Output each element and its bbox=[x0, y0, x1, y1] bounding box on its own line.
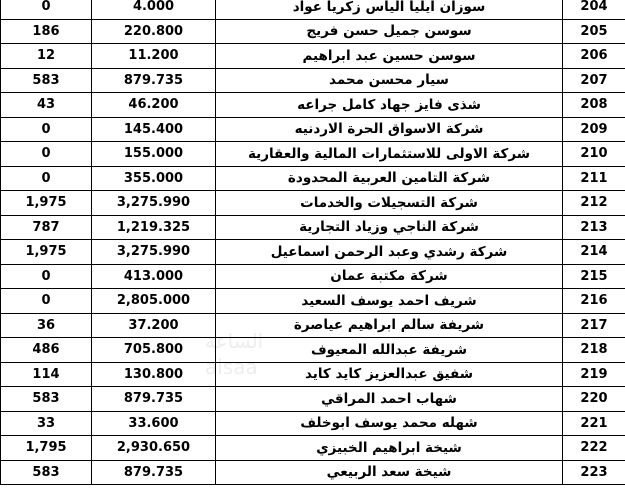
number-cell: 220 bbox=[563, 387, 625, 412]
amount-cell: 879.735 bbox=[92, 460, 216, 485]
amount-cell: 155.000 bbox=[92, 142, 216, 167]
name-cell: شركة الناجي وزياد التجارية bbox=[216, 215, 563, 240]
number-cell: 221 bbox=[563, 411, 625, 436]
number-cell: 218 bbox=[563, 338, 625, 363]
table-row bbox=[1, 436, 625, 461]
amount-cell: 11.200 bbox=[92, 44, 216, 69]
number-cell: 208 bbox=[563, 93, 625, 118]
amount-cell: 220.800 bbox=[92, 19, 216, 44]
number-cell: 209 bbox=[563, 117, 625, 142]
qty-cell: 0 bbox=[1, 117, 92, 142]
table-row bbox=[1, 240, 625, 265]
qty-cell: 1,975 bbox=[1, 240, 92, 265]
amount-cell: 2,930.650 bbox=[92, 436, 216, 461]
name-cell: شيخة ابراهيم الخبيزي bbox=[216, 436, 563, 461]
table-row bbox=[1, 215, 625, 240]
amount-cell: 4.000 bbox=[92, 0, 216, 19]
number-cell: 210 bbox=[563, 142, 625, 167]
name-cell: سيار محسن محمد bbox=[216, 68, 563, 93]
number-cell: 212 bbox=[563, 191, 625, 216]
table-row bbox=[1, 44, 625, 69]
qty-cell: 583 bbox=[1, 460, 92, 485]
amount-cell: 46.200 bbox=[92, 93, 216, 118]
table-row bbox=[1, 362, 625, 387]
number-cell: 219 bbox=[563, 362, 625, 387]
amount-cell: 2,805.000 bbox=[92, 289, 216, 314]
name-cell: سوسن حسين عبد ابراهيم bbox=[216, 44, 563, 69]
number-cell: 222 bbox=[563, 436, 625, 461]
qty-cell: 36 bbox=[1, 313, 92, 338]
amount-cell: 3,275.990 bbox=[92, 240, 216, 265]
table-row bbox=[1, 313, 625, 338]
name-cell: شركة التامين العربية المحدودة bbox=[216, 166, 563, 191]
qty-cell: 186 bbox=[1, 19, 92, 44]
amount-cell: 1,219.325 bbox=[92, 215, 216, 240]
qty-cell: 0 bbox=[1, 264, 92, 289]
name-cell: شركة مكتبة عمان bbox=[216, 264, 563, 289]
table-row bbox=[1, 142, 625, 167]
qty-cell: 12 bbox=[1, 44, 92, 69]
amount-cell: 37.200 bbox=[92, 313, 216, 338]
number-cell: 214 bbox=[563, 240, 625, 265]
qty-cell: 0 bbox=[1, 289, 92, 314]
qty-cell: 486 bbox=[1, 338, 92, 363]
qty-cell: 0 bbox=[1, 142, 92, 167]
amount-cell: 3,275.990 bbox=[92, 191, 216, 216]
name-cell: شركة التسجيلات والخدمات bbox=[216, 191, 563, 216]
number-cell: 213 bbox=[563, 215, 625, 240]
qty-cell: 1,975 bbox=[1, 191, 92, 216]
amount-cell: 879.735 bbox=[92, 68, 216, 93]
qty-cell: 787 bbox=[1, 215, 92, 240]
number-cell: 211 bbox=[563, 166, 625, 191]
amount-cell: 33.600 bbox=[92, 411, 216, 436]
table-row bbox=[1, 19, 625, 44]
name-cell: سوسن جميل حسن فريج bbox=[216, 19, 563, 44]
table-row bbox=[1, 264, 625, 289]
qty-cell: 0 bbox=[1, 0, 92, 19]
qty-cell: 114 bbox=[1, 362, 92, 387]
amount-cell: 130.800 bbox=[92, 362, 216, 387]
table-row bbox=[1, 191, 625, 216]
table-row bbox=[1, 68, 625, 93]
number-cell: 204 bbox=[563, 0, 625, 19]
number-cell: 223 bbox=[563, 460, 625, 485]
amount-cell: 413.000 bbox=[92, 264, 216, 289]
table-row bbox=[1, 338, 625, 363]
number-cell: 207 bbox=[563, 68, 625, 93]
qty-cell: 583 bbox=[1, 68, 92, 93]
name-cell: شهاب احمد المراقي bbox=[216, 387, 563, 412]
qty-cell: 33 bbox=[1, 411, 92, 436]
name-cell: شذى فايز جهاد كامل جراعه bbox=[216, 93, 563, 118]
table-body bbox=[1, 0, 625, 485]
name-cell: شركة رشدي وعبد الرحمن اسماعيل bbox=[216, 240, 563, 265]
name-cell: شريف احمد يوسف السعيد bbox=[216, 289, 563, 314]
amount-cell: 355.000 bbox=[92, 166, 216, 191]
number-cell: 217 bbox=[563, 313, 625, 338]
amount-cell: 705.800 bbox=[92, 338, 216, 363]
name-cell: شريفة عبدالله المعيوف bbox=[216, 338, 563, 363]
name-cell: شفيق عبدالعزيز كايد كايد bbox=[216, 362, 563, 387]
watermark-line-1: الساعة bbox=[205, 329, 264, 353]
name-cell: شركة الاسواق الحرة الاردنيه bbox=[216, 117, 563, 142]
number-cell: 205 bbox=[563, 19, 625, 44]
table-row bbox=[1, 411, 625, 436]
qty-cell: 43 bbox=[1, 93, 92, 118]
name-cell: شريفة سالم ابراهيم عياصرة bbox=[216, 313, 563, 338]
table-row bbox=[1, 117, 625, 142]
watermark-line-2: alsaa bbox=[205, 355, 258, 379]
qty-cell: 0 bbox=[1, 166, 92, 191]
number-cell: 216 bbox=[563, 289, 625, 314]
qty-cell: 583 bbox=[1, 387, 92, 412]
amount-cell: 145.400 bbox=[92, 117, 216, 142]
table-row bbox=[1, 289, 625, 314]
number-cell: 215 bbox=[563, 264, 625, 289]
number-cell: 206 bbox=[563, 44, 625, 69]
amount-cell: 879.735 bbox=[92, 387, 216, 412]
table-row bbox=[1, 460, 625, 485]
table-row bbox=[1, 166, 625, 191]
table-row bbox=[1, 0, 625, 19]
table-row bbox=[1, 387, 625, 412]
name-cell: شيخة سعد الربيعي bbox=[216, 460, 563, 485]
qty-cell: 1,795 bbox=[1, 436, 92, 461]
name-cell: شهله محمد يوسف ابوخلف bbox=[216, 411, 563, 436]
name-cell: شركة الاولى للاستثمارات المالية والعقارية bbox=[216, 142, 563, 167]
name-cell: سوزان ايليا الياس زكريا عواد bbox=[216, 0, 563, 19]
table-row bbox=[1, 93, 625, 118]
